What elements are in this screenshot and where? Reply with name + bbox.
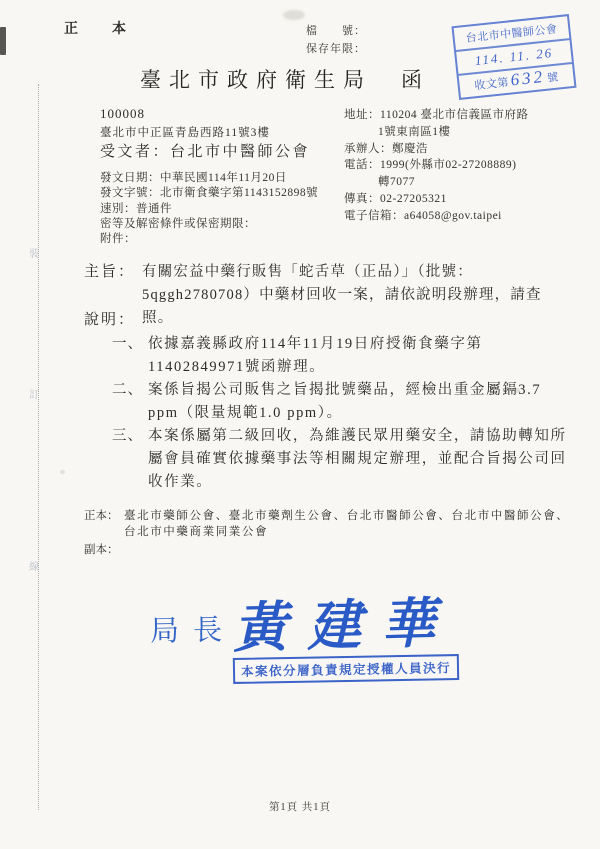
dispatch-meta-block	[100, 171, 318, 247]
binding-mark-top: 裝	[29, 249, 39, 260]
item-number: 三、	[112, 428, 143, 444]
binding-mark-bottom: 線	[29, 562, 39, 573]
item-text: 依據嘉義縣政府114年11月19日府授衛食藥字第11402849971號函辦理。	[148, 336, 483, 375]
delegation-authority-stamp: 本案依分層負責規定授權人員決行	[233, 654, 459, 684]
received-stamp-number-suffix: 號	[546, 71, 560, 85]
speed-class-line: 速別：普通件	[100, 202, 172, 215]
scan-speckle	[60, 470, 65, 474]
distribution-copy-label: 副本：	[84, 544, 119, 556]
distribution-original-label: 正本：	[84, 510, 119, 522]
agency-address-line2: 1號東南區1樓	[378, 125, 451, 138]
item-text: 本案係屬第二級回收，為維護民眾用藥安全，請協助轉知所屬會員確實依據藥事法等相關規定辦理，並配合旨揭公司回收作業。	[148, 428, 567, 490]
signer-title-stamp: 局長	[149, 614, 237, 648]
copy-type-label: 正 本	[64, 22, 136, 37]
item-number: 二、	[112, 382, 143, 398]
dispatch-ref-line: 發文字號：北市衛食藥字第1143152898號	[100, 187, 319, 200]
agency-officer-line: 承辦人：鄭慶浩	[344, 142, 428, 155]
file-no-label: 檔 號：	[306, 25, 366, 37]
subject-label: 主旨：	[84, 264, 136, 280]
received-stamp-org: 台北市中醫師公會	[454, 16, 570, 52]
explanation-item-3	[112, 425, 574, 494]
explanation-item-1	[112, 333, 574, 379]
explanation-items	[112, 333, 574, 494]
scan-smudge	[283, 10, 305, 20]
item-number: 一、	[112, 336, 143, 352]
received-stamp-number-prefix: 收文第	[473, 76, 510, 93]
document-title: 臺北市政府衛生局 函	[140, 68, 430, 92]
distribution-original-list: 臺北市藥師公會、臺北市藥劑生公會、台北市醫師公會、台北市中醫師公會、台北市中藥商業同業公會	[124, 510, 570, 538]
received-stamp-date: 114. 11. 26	[456, 40, 572, 76]
explanation-item-2	[112, 379, 574, 425]
signer-name-signature: 黃建華	[232, 593, 456, 659]
agency-phone-line2: 轉7077	[378, 176, 415, 189]
scan-edge-artifact	[0, 27, 6, 55]
secrecy-line: 密等及解密條件或保密期限：	[100, 217, 256, 230]
recipient-street-address: 臺北市中正區青島西路11號3樓	[100, 127, 270, 139]
agency-fax-line: 傳真：02-27205321	[344, 192, 447, 205]
agency-email-line: 電子信箱：a64058@gov.taipei	[344, 209, 502, 222]
binding-dotted-line	[38, 84, 39, 810]
distribution-original-block	[84, 509, 578, 541]
subject-text: 有關宏益中藥行販售「蛇舌草（正品）」（批號：5qggh2780708）中藥材回收一案，請依說明段辦理，請查照。	[142, 264, 542, 326]
explanation-label: 說明：	[84, 312, 136, 328]
subject-block	[84, 261, 564, 330]
attachment-line: 附件：	[100, 233, 136, 246]
page-number-footer: 第1頁 共1頁	[268, 802, 332, 813]
dispatch-date-line: 發文日期：中華民國114年11月20日	[100, 172, 287, 184]
recipient-line: 受文者：台北市中醫師公會	[100, 144, 311, 160]
agency-phone-line1: 電話：1999(外縣市02-27208889)	[344, 159, 517, 172]
agency-contact-block	[344, 107, 528, 225]
binding-mark-middle: 訂	[29, 390, 39, 401]
item-text: 案係旨揭公司販售之旨揭批號藥品，經檢出重金屬鎘3.7 ppm（限量規範1.0 ppm）。	[148, 382, 542, 421]
file-reference-block	[306, 22, 366, 58]
received-stamp-number-value: 632	[509, 66, 546, 90]
retention-period-label: 保存年限：	[306, 43, 366, 55]
agency-address-line1: 地址：110204 臺北市信義區市府路	[344, 109, 529, 121]
recipient-postal-code: 100008	[100, 106, 145, 121]
